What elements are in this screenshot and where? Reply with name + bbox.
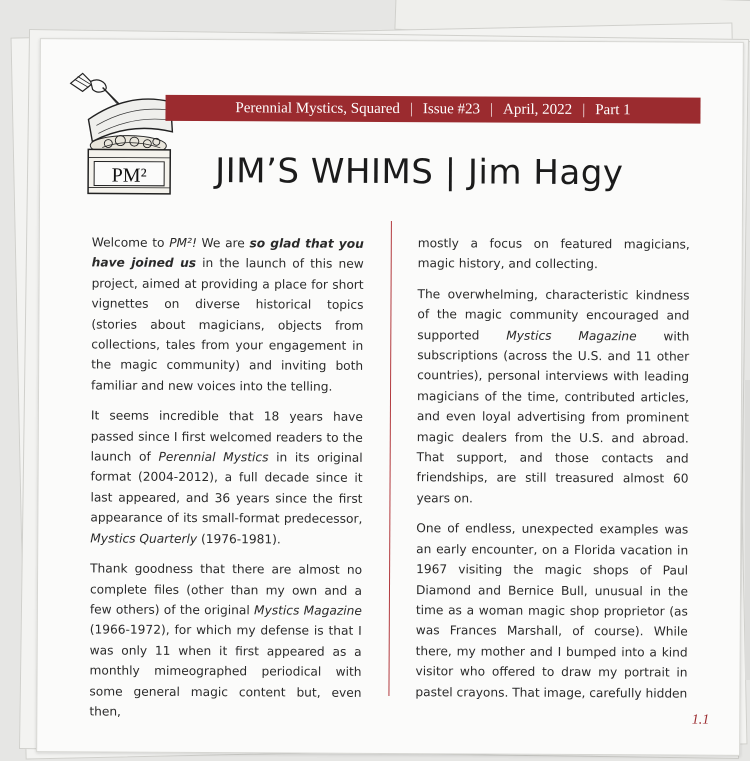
- issue-number: Issue #23: [422, 100, 481, 117]
- text-run: Welcome to: [91, 235, 170, 250]
- text-run: The overwhelming, characteristic kindness of the magic community encouraged and supported: [417, 286, 690, 343]
- article-column-left: [89, 232, 364, 733]
- issue-date: April, 2022: [502, 101, 573, 118]
- publication-title: Perennial Mystics, Squared: [235, 99, 400, 117]
- background-page-edge: [745, 380, 750, 680]
- masthead-banner: [165, 95, 700, 124]
- article-paragraph: [89, 559, 362, 724]
- text-run: in its original format (2004-2012), a full decade since it last appeared, and 36 years since the first appearance of its small-format predecessor,: [90, 450, 363, 527]
- logo-mark: PM²: [111, 164, 147, 187]
- text-run: It seems incredible that 18 years have passed since I first welcomed readers to the launch of: [90, 408, 363, 464]
- text-run: so glad that you have joined us: [91, 236, 364, 271]
- article-paragraph: [415, 518, 688, 703]
- text-run: Mystics Quarterly: [90, 531, 198, 546]
- newsletter-page: [36, 38, 744, 756]
- text-run: We are: [196, 235, 250, 251]
- text-run: Thank goodness that there are almost no complete files (other than my own and a few others) of the original: [89, 561, 363, 618]
- text-run: PM²!: [169, 235, 197, 250]
- column-divider: [388, 221, 391, 696]
- text-run: mostly a focus on featured magicians, magic history, and collecting.: [417, 236, 690, 272]
- text-run: Mystics Magazine: [506, 328, 637, 343]
- text-run: (1976-1981).: [197, 531, 281, 547]
- text-run: with subscriptions (across the U.S. and 11 other countries), personal interviews with leading magicians of the time, contributed articles, and even loyal advertising from prominent magic dealers from the U.S. and abroad. That support, and those contacts and friendships, are still treasured almost 60 years on.: [416, 328, 690, 506]
- treasure-chest-with-hand-icon: [68, 61, 189, 197]
- article-headline: JIM’S WHIMS | Jim Hagy: [215, 151, 624, 194]
- banner-separator: |: [582, 101, 586, 118]
- text-run: in the launch of this new project, aimed at providing a place for short vignettes on diverse historical topics (stories about magicians, objects from collections, tales from your engagement in the magic community) and inviting both familiar and new voices into the telling.: [91, 256, 364, 394]
- text-run: (1966-1972), for which my defense is that I was only 11 when it first appeared as a monthly mimeographed periodical with some general magic content but, even then,: [89, 622, 362, 719]
- issue-part: Part 1: [595, 101, 631, 118]
- banner-separator: |: [409, 100, 413, 117]
- text-run: Mystics Magazine: [254, 603, 362, 618]
- text-run: Perennial Mystics: [158, 449, 269, 465]
- article-paragraph: [90, 406, 363, 550]
- banner-separator: |: [489, 101, 494, 118]
- text-run: One of endless, unexpected examples was an early encounter, on a Florida vacation in 1967 visiting the magic shops of Paul Diamond and Bernice Bull, unusual in the time as a woman magic shop proprietor (as was Frances Marshall, of course). While there, my mother and I bumped into a kind visitor who offered to draw my portrait in pastel crayons. That image, carefully hidden: [415, 521, 689, 701]
- article-column-right: [415, 233, 690, 713]
- article-paragraph: [418, 233, 690, 275]
- page-number: 1.1: [691, 712, 710, 728]
- article-paragraph: [91, 232, 364, 397]
- article-paragraph: [416, 284, 689, 510]
- pm2-logo: [68, 61, 189, 197]
